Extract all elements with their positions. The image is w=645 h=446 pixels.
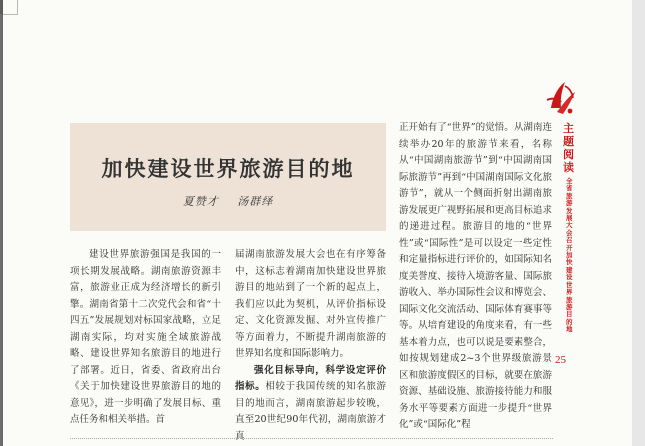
paragraph: 届湖南旅游发展大会也在有序筹备中，这标志着湖南加快建设世界旅游目的地站到了一个新的起点上，我们应以此为契机，从评价指标设定、文化资源发掘、对外宣传推广等方面着力，不断提升湖南旅游的世界知名度和国际影响力。 xyxy=(235,249,386,359)
paragraph: 建设世界旅游强国是我国的一项长期发展战略。湖南旅游资源丰富，旅游业正成为经济增长的新引擎。湖南省第十二次党代会和省“十四五”发展规划对标国家战略，立足湖南实际，均对实施全域旅游战略、建设世界知名旅游目的地进行了部署。近日，省委、省政府出台《关于加快建设世界旅游目的地的意见》，进一步明确了发展目标、重点任务和相关举措。首 xyxy=(70,249,221,425)
subheading: 强化目标导向，科学设定评价指标。 xyxy=(235,364,386,392)
text-column-2 xyxy=(235,247,386,445)
section-label: 主题阅读 xyxy=(563,122,574,174)
text-column-3 xyxy=(399,120,552,434)
article-authors: 夏赞才 汤群绎 xyxy=(182,195,274,208)
section-sublabel: 全省旅游发展大会召开 加快建设世界旅游目的地 xyxy=(566,177,573,334)
page-number: 25 xyxy=(555,354,566,366)
title-box xyxy=(70,123,386,231)
paragraph-text: 相较于我国传统的知名旅游目的地而言，湖南旅游起步较晚，直至20世纪90年代初，湖南旅游才真 xyxy=(235,381,386,442)
viewer-scrollbar[interactable] xyxy=(632,0,645,446)
page-corner-mark xyxy=(3,0,18,15)
calligraphy-logo-icon xyxy=(545,78,578,118)
paragraph xyxy=(235,363,386,446)
article-title: 加快建设世界旅游目的地 xyxy=(101,156,355,181)
paragraph: 正开始有了“世界”的觉悟。从湖南连续举办20年的旅游节来看，名称从“中国湖南旅游节”到“中国湖南国际旅游节”再到“中国湖南国际文化旅游节”，就从一个侧面折射出湖南旅游发展更广视野拓展和更高目标追求的递进过程。旅游目的地的“世界性”或“国际性”是可以设定一些定性和定量指标进行评价的，如国际知名度美誉度、接待入境游客量、国际旅游收入、举办国际性会议和博览会、国际文化交流活动、国际体育赛事等等。从培育建设的角度来看，有一些基本着力点，也可以说是要素整合，如按规划建成2~3个世界级旅游景区和旅游度假区的目标，就要在旅游资源、基础设施、旅游接待能力和服务水平等要素方面进一步提升“世界化”或“国际化”程 xyxy=(399,122,552,430)
footer-divider xyxy=(70,438,553,439)
text-column-1 xyxy=(70,247,221,429)
